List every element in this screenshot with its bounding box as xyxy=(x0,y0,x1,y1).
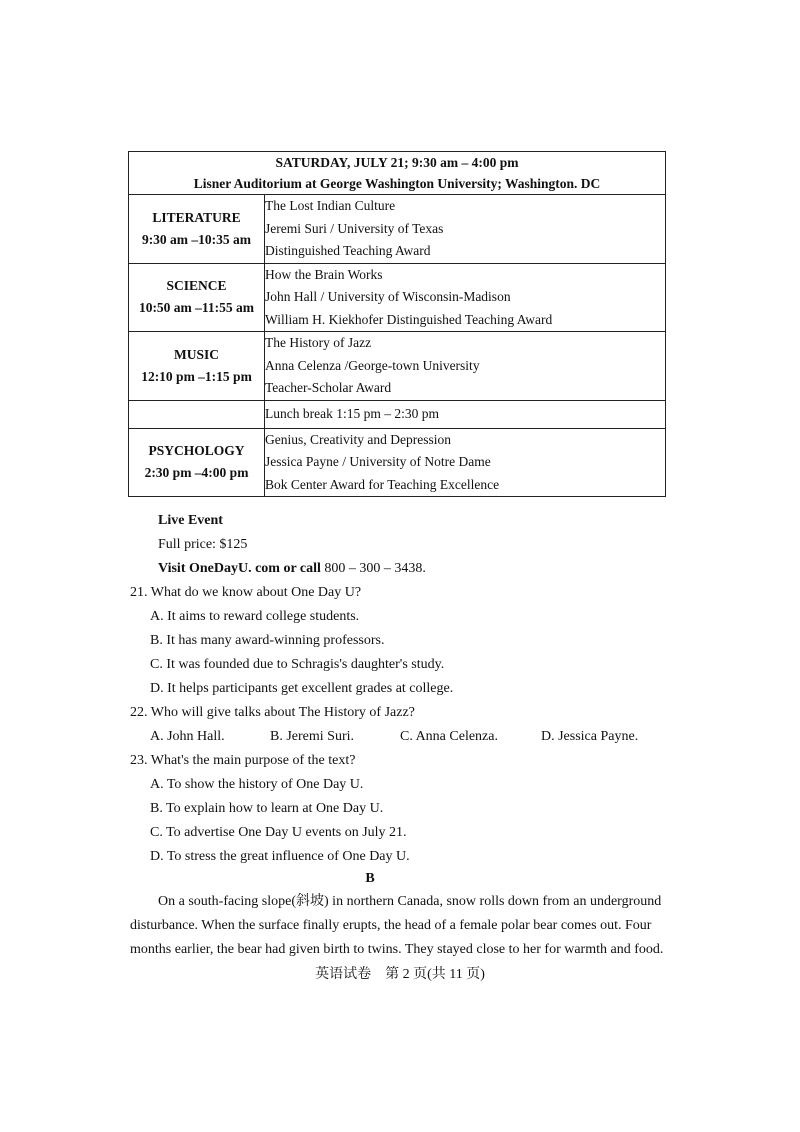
lunch-break: Lunch break 1:15 pm – 2:30 pm xyxy=(265,405,439,421)
question-option: D. Jessica Payne. xyxy=(541,729,639,744)
visit-text: Visit OneDayU. com or call xyxy=(158,561,321,576)
session-subject: LITERATURE xyxy=(152,209,241,225)
session-title: How the Brain Works xyxy=(265,266,383,282)
lunch-empty-cell xyxy=(129,400,265,428)
session-row-psychology xyxy=(129,428,666,497)
session-time: 10:50 am –11:55 am xyxy=(138,300,255,316)
paragraph-line: On a south-facing slope(斜坡) in northern Canada, snow rolls down from an underground xyxy=(158,894,662,909)
session-title: Genius, Creativity and Depression xyxy=(265,431,451,447)
session-subject: MUSIC xyxy=(173,346,219,362)
schedule-date: SATURDAY, JULY 21; 9:30 am – 4:00 pm xyxy=(129,152,666,174)
session-time: 12:10 pm –1:15 pm xyxy=(141,368,252,384)
live-event-heading: Live Event xyxy=(158,513,223,528)
question-option: B. It has many award-winning professors. xyxy=(150,633,385,648)
schedule-header-row xyxy=(129,152,666,174)
session-row-literature xyxy=(129,195,666,264)
session-speaker: Anna Celenza /George-town University xyxy=(265,357,480,373)
session-time: 9:30 am –10:35 am xyxy=(141,231,252,247)
phone-number: 800 – 300 – 3438. xyxy=(324,561,426,576)
question-option: B. To explain how to learn at One Day U. xyxy=(150,801,384,816)
live-event-price: Full price: $125 xyxy=(158,537,248,552)
session-time: 2:30 pm –4:00 pm xyxy=(144,465,249,481)
session-subject: SCIENCE xyxy=(166,278,227,294)
question-option: C. Anna Celenza. xyxy=(400,729,498,744)
question-option: A. It aims to reward college students. xyxy=(150,609,360,624)
session-award: Distinguished Teaching Award xyxy=(265,243,431,258)
session-speaker: Jessica Payne / University of Notre Dame xyxy=(265,454,491,469)
question-option: C. It was founded due to Schragis's daughter's study. xyxy=(150,657,445,672)
session-title: The History of Jazz xyxy=(265,335,372,350)
session-row-science xyxy=(129,263,666,332)
question-option: A. John Hall. xyxy=(150,729,225,744)
question-option: B. Jeremi Suri. xyxy=(270,729,354,744)
question-option: A. To show the history of One Day U. xyxy=(150,777,364,792)
question-option: D. It helps participants get excellent grades at college. xyxy=(150,681,454,696)
question-stem: 22. Who will give talks about The History of Jazz? xyxy=(130,705,415,720)
question-stem: 23. What's the main purpose of the text? xyxy=(130,753,356,768)
session-row-music xyxy=(129,332,666,401)
session-award: Bok Center Award for Teaching Excellence xyxy=(265,476,500,492)
session-info-cell xyxy=(265,332,666,401)
session-subject-cell xyxy=(129,428,265,497)
session-award: William H. Kiekhofer Distinguished Teaching Award xyxy=(265,311,553,327)
session-info-cell xyxy=(265,428,666,497)
lunch-cell xyxy=(265,400,666,428)
session-title: The Lost Indian Culture xyxy=(265,198,396,213)
lunch-row xyxy=(129,400,666,428)
session-subject-cell xyxy=(129,263,265,332)
question-stem: 21. What do we know about One Day U? xyxy=(130,585,362,600)
paragraph-line: months earlier, the bear had given birth to twins. They stayed close to her for warmth and food. xyxy=(130,942,664,957)
session-subject-cell xyxy=(129,195,265,264)
section-label: B xyxy=(365,871,375,886)
session-info-cell xyxy=(265,195,666,264)
schedule-table xyxy=(128,151,666,497)
live-event-contact xyxy=(158,560,426,578)
session-subject-cell xyxy=(129,332,265,401)
session-speaker: John Hall / University of Wisconsin-Madison xyxy=(265,289,511,304)
session-speaker: Jeremi Suri / University of Texas xyxy=(265,220,444,236)
question-option: C. To advertise One Day U events on July 21. xyxy=(150,825,407,840)
session-subject: PSYCHOLOGY xyxy=(148,443,245,459)
schedule-venue-row xyxy=(129,173,666,195)
paragraph-line: disturbance. When the surface finally erupts, the head of a female polar bear comes out. Four xyxy=(130,918,652,933)
schedule-venue: Lisner Auditorium at George Washington University; Washington. DC xyxy=(129,173,666,195)
session-info-cell xyxy=(265,263,666,332)
question-option: D. To stress the great influence of One Day U. xyxy=(150,849,410,864)
session-award: Teacher-Scholar Award xyxy=(265,380,392,395)
page-footer: 英语试卷 第 2 页(共 11 页) xyxy=(315,967,485,982)
